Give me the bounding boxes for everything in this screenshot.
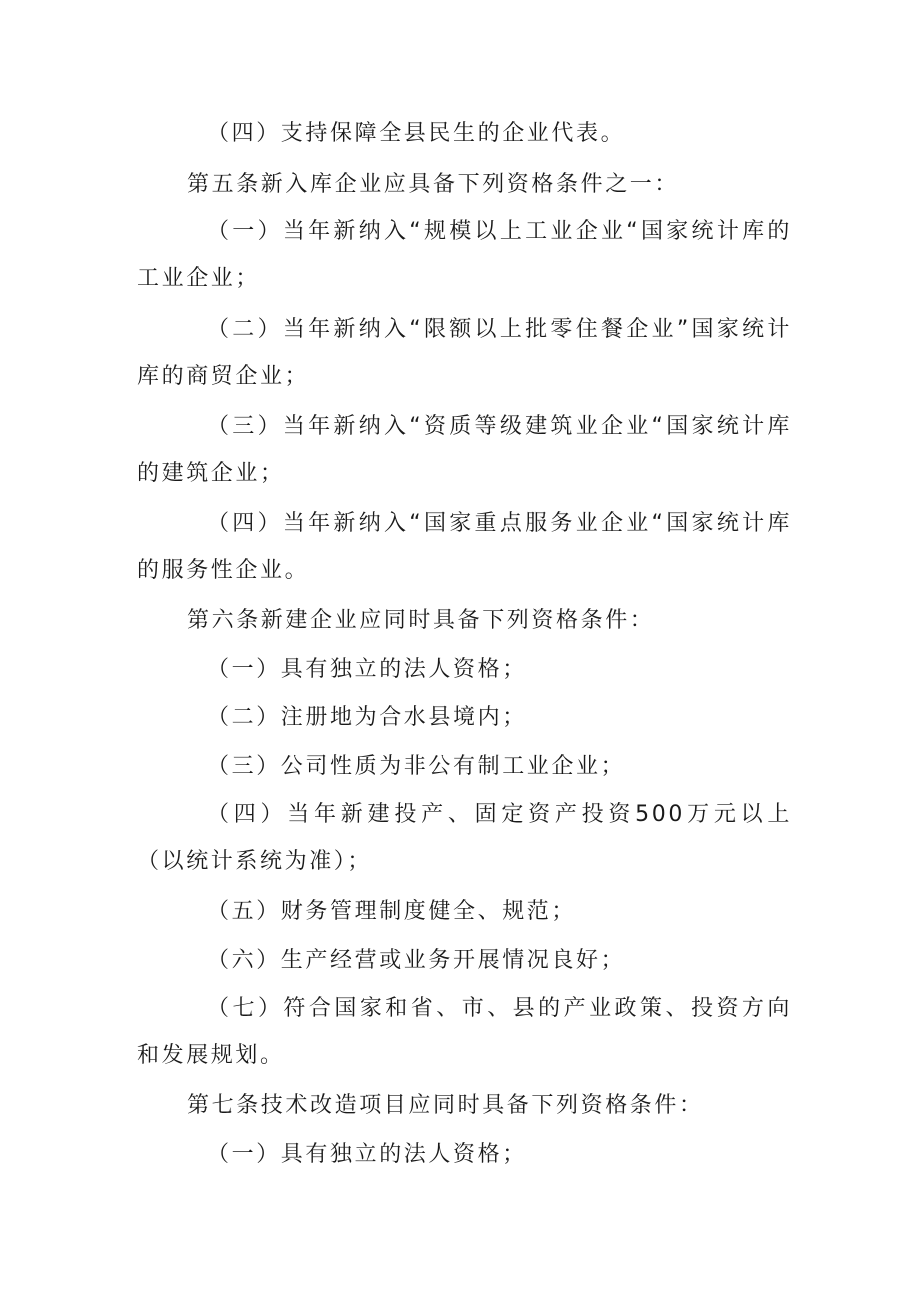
paragraph: （七）符合国家和省、市、县的产业政策、投资方向和发展规划。 <box>137 996 792 1068</box>
paragraph: （三）公司性质为非公有制工业企业； <box>207 754 626 779</box>
paragraph: （四）当年新纳入“国家重点服务业企业“国家统计库的服务性企业。 <box>137 511 792 583</box>
paragraph: （三）当年新纳入“资质等级建筑业企业“国家统计库的建筑企业； <box>137 414 792 486</box>
paragraph: （二）注册地为合水县境内； <box>207 705 527 730</box>
paragraph: （一）当年新纳入“规模以上工业企业“国家统计库的工业企业； <box>137 219 792 291</box>
article-heading: 第五条新入库企业应具备下列资格条件之一： <box>187 172 680 197</box>
paragraph: （四）当年新建投产、固定资产投资500万元以上（以统计系统为准）； <box>137 802 792 874</box>
paragraph: （一）具有独立的法人资格； <box>207 1142 527 1167</box>
paragraph: （五）财务管理制度健全、规范； <box>207 899 577 924</box>
article-heading: 第七条技术改造项目应同时具备下列资格条件： <box>187 1093 704 1118</box>
paragraph: （四）支持保障全县民生的企业代表。 <box>207 121 626 146</box>
article-heading: 第六条新建企业应同时具备下列资格条件： <box>187 608 655 633</box>
paragraph: （六）生产经营或业务开展情况良好； <box>207 948 626 973</box>
paragraph: （一）具有独立的法人资格； <box>207 657 527 682</box>
paragraph: （二）当年新纳入“限额以上批零住餐企业”国家统计库的商贸企业； <box>137 317 792 389</box>
